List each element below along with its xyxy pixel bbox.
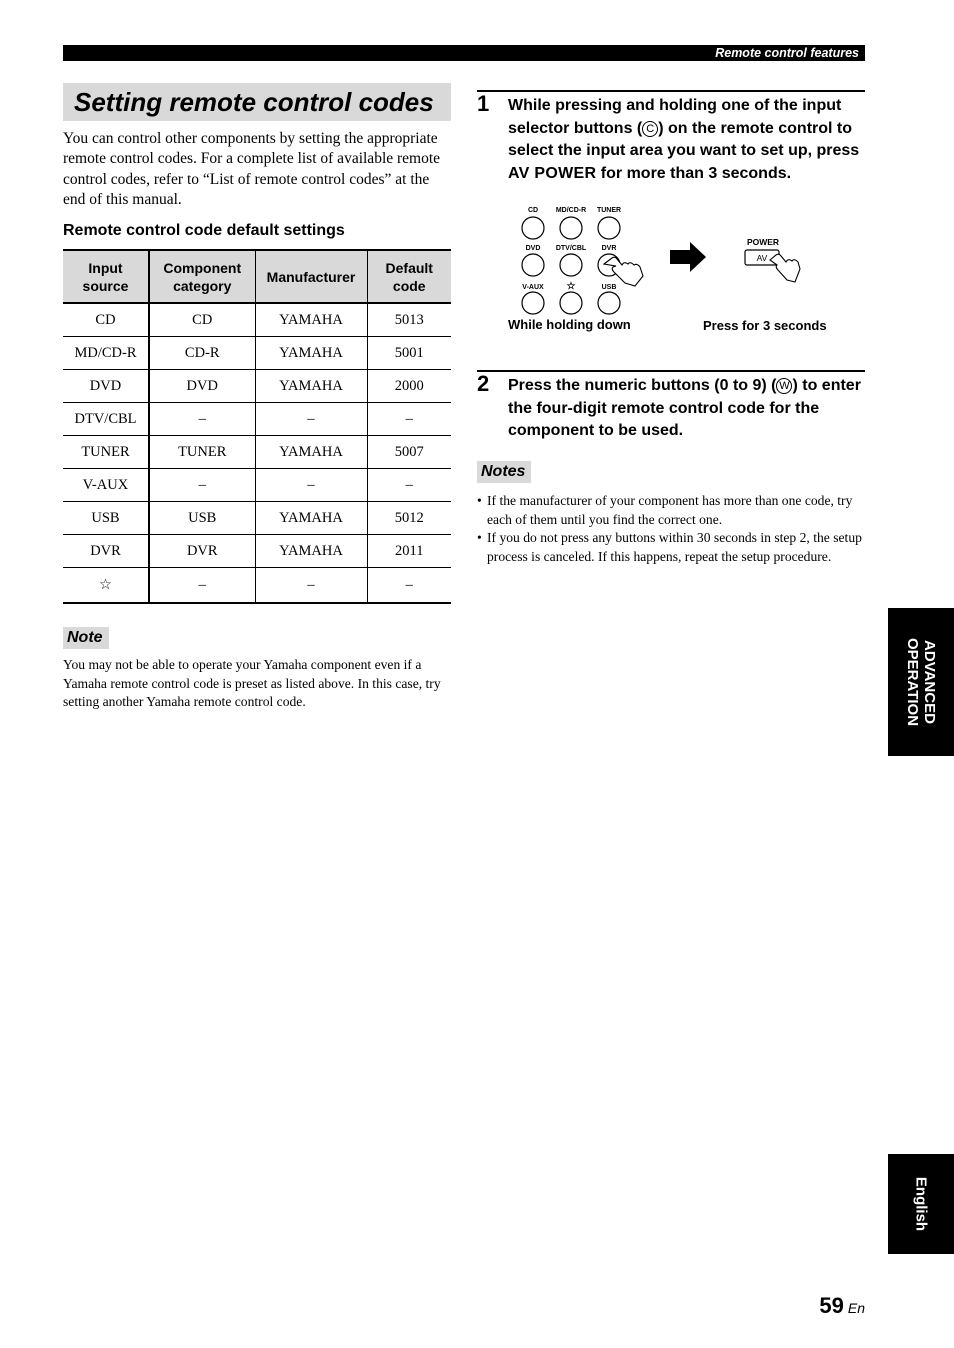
step1-rule <box>477 90 865 92</box>
remote-button-tuner <box>598 217 620 239</box>
cell-code: 2000 <box>367 370 451 403</box>
table-row <box>63 337 451 370</box>
table-row <box>63 436 451 469</box>
cell-category: USB <box>149 502 255 535</box>
button-label-dvd: DVD <box>525 245 541 252</box>
cell-category: – <box>149 469 255 502</box>
cell-code: 5007 <box>367 436 451 469</box>
button-label-tuner: TUNER <box>596 207 622 214</box>
cell-input: MD/CD-R <box>63 337 149 370</box>
caption-while-holding: While holding down <box>508 317 631 332</box>
cell-manufacturer: YAMAHA <box>255 303 367 337</box>
side-tab-line2: OPERATION <box>904 637 921 727</box>
remote-button-dvd <box>522 254 544 276</box>
table-row <box>63 370 451 403</box>
table-row <box>63 303 451 337</box>
page-number <box>819 1293 865 1319</box>
cell-category: TUNER <box>149 436 255 469</box>
cell-manufacturer: YAMAHA <box>255 337 367 370</box>
arrow-right-icon <box>670 242 706 272</box>
table-row <box>63 568 451 604</box>
title-box <box>63 83 451 121</box>
remote-diagram <box>500 198 860 338</box>
table-row <box>63 535 451 568</box>
cell-category: DVD <box>149 370 255 403</box>
cell-input: DVR <box>63 535 149 568</box>
remote-button-dtvcbl <box>560 254 582 276</box>
button-label-star: ☆ <box>566 281 576 292</box>
cell-manufacturer: YAMAHA <box>255 370 367 403</box>
step1-text <box>508 95 868 185</box>
cell-code: – <box>367 568 451 604</box>
notes-list <box>477 492 865 566</box>
cell-code: 5012 <box>367 502 451 535</box>
notes-label: Notes <box>477 461 531 483</box>
page-lang: En <box>847 1300 865 1316</box>
header-default-code: Default code <box>367 250 451 303</box>
page-num: 59 <box>819 1293 844 1318</box>
cell-category: – <box>149 568 255 604</box>
cell-input: CD <box>63 303 149 337</box>
step2-rule <box>477 370 865 372</box>
cell-category: CD <box>149 303 255 337</box>
step2-text <box>508 375 868 443</box>
table-row <box>63 403 451 436</box>
header-component-category: Component category <box>149 250 255 303</box>
cell-category: – <box>149 403 255 436</box>
cell-input: DVD <box>63 370 149 403</box>
step1-number: 1 <box>477 91 490 116</box>
remote-code-table <box>63 249 451 604</box>
header-manufacturer: Manufacturer <box>255 250 367 303</box>
remote-button-vaux <box>522 292 544 314</box>
cell-code: – <box>367 469 451 502</box>
header-input-source: Input source <box>63 250 149 303</box>
button-label-usb: USB <box>601 284 617 291</box>
step1-text-a: While pressing and holding one of the input selector buttons ( <box>508 97 842 137</box>
button-label-mdcdr: MD/CD-R <box>555 207 587 214</box>
caption-press-3-seconds: Press for 3 seconds <box>703 318 827 333</box>
side-tab-language-text: English <box>912 1176 930 1232</box>
cell-code: 5001 <box>367 337 451 370</box>
step1-text-c: for more than 3 seconds. <box>596 164 792 182</box>
cell-manufacturer: – <box>255 403 367 436</box>
remote-button-mdcdr <box>560 217 582 239</box>
side-tab-line1: ADVANCED <box>921 640 938 724</box>
cell-input: DTV/CBL <box>63 403 149 436</box>
side-tab-advanced-operation <box>888 608 954 756</box>
cell-code: 2011 <box>367 535 451 568</box>
table-header-row <box>63 250 451 303</box>
header-section-title: Remote control features <box>715 46 859 60</box>
cell-manufacturer: YAMAHA <box>255 502 367 535</box>
numeric-buttons-marker-icon: W <box>776 378 792 394</box>
note-label: Note <box>63 627 109 649</box>
cell-manufacturer: – <box>255 469 367 502</box>
cell-code: 5013 <box>367 303 451 337</box>
remote-button-cd <box>522 217 544 239</box>
step2-text-a: Press the numeric buttons (0 to 9) ( <box>508 377 777 394</box>
header-bar <box>63 45 865 61</box>
intro-paragraph: You can control other components by setting the appropriate remote control codes. For a complete list of available remote control codes, refer to “List of remote control codes” at the end of this manual. <box>63 130 441 208</box>
av-button-label: AV <box>756 253 768 263</box>
cell-manufacturer: – <box>255 568 367 604</box>
side-tab-language <box>888 1154 954 1254</box>
list-item: • If the manufacturer of your component has more than one code, try each of them until you find the correct one. <box>477 492 865 529</box>
cell-input: ☆ <box>63 568 149 604</box>
cell-input: V-AUX <box>63 469 149 502</box>
remote-button-usb <box>598 292 620 314</box>
cell-category: CD-R <box>149 337 255 370</box>
list-item: • If you do not press any buttons within 30 seconds in step 2, the setup process is canceled. If this happens, repeat the setup procedure. <box>477 529 865 566</box>
cell-input: TUNER <box>63 436 149 469</box>
table-heading: Remote control code default settings <box>63 222 345 239</box>
step2-number: 2 <box>477 371 490 396</box>
side-tab-advanced-text <box>904 638 938 726</box>
power-label: POWER <box>746 237 780 247</box>
step1-text-b: ) on the remote control to select the input area you want to set up, press <box>508 119 860 159</box>
input-selector-marker-icon: C <box>642 121 658 137</box>
button-label-cd: CD <box>527 207 539 214</box>
table-row <box>63 502 451 535</box>
button-label-vaux: V-AUX <box>522 284 544 291</box>
step1-key: AV POWER <box>508 164 597 182</box>
cell-code: – <box>367 403 451 436</box>
cell-input: USB <box>63 502 149 535</box>
step2-text-b: ) to enter the four-digit remote control code for the component to be used. <box>508 377 861 439</box>
note-text: You may not be able to operate your Yamaha component even if a Yamaha remote control code is preset as listed above. In this case, try setting another Yamaha remote control code. <box>63 657 441 709</box>
remote-button-star <box>560 292 582 314</box>
table-row <box>63 469 451 502</box>
button-label-dtvcbl: DTV/CBL <box>555 245 587 252</box>
cell-category: DVR <box>149 535 255 568</box>
cell-manufacturer: YAMAHA <box>255 535 367 568</box>
button-label-dvr: DVR <box>601 245 617 252</box>
cell-manufacturer: YAMAHA <box>255 436 367 469</box>
pressing-hand-icon <box>770 254 800 282</box>
page-title: Setting remote control codes <box>74 87 434 117</box>
